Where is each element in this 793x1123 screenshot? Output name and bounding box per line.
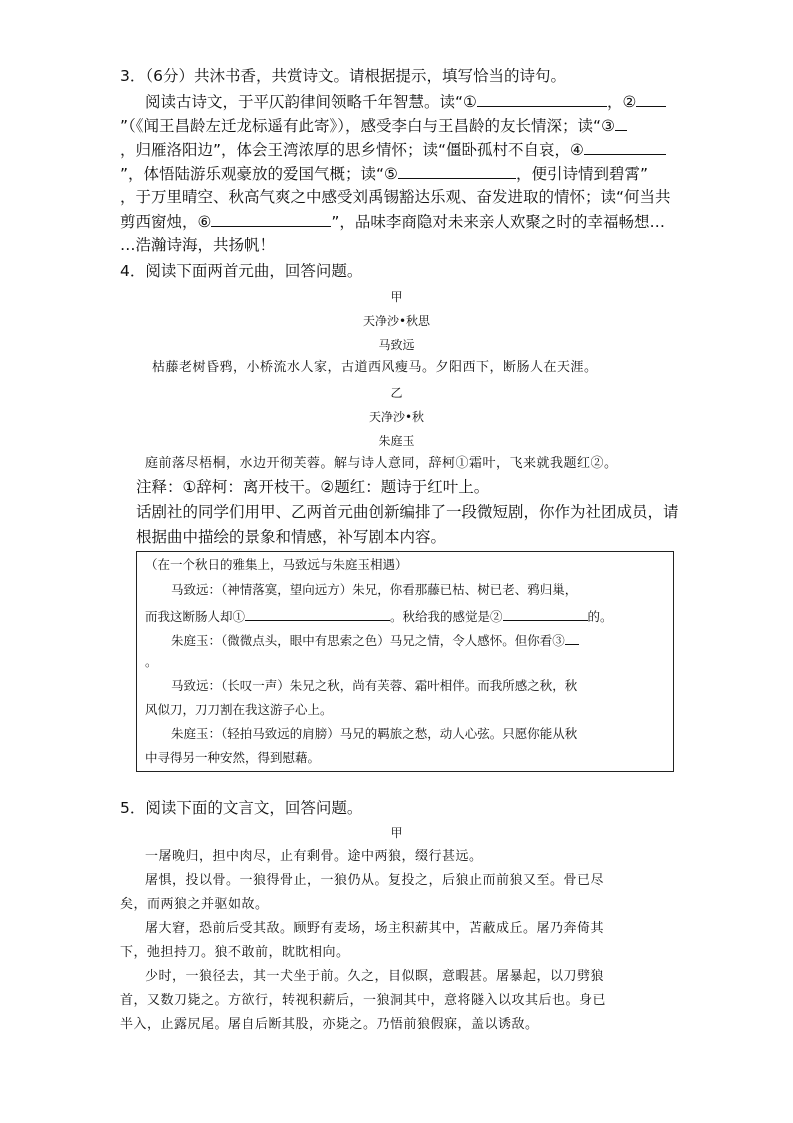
q3-line-7: …浩瀚诗海，共扬帆！ xyxy=(120,236,276,254)
q5-title: 5．阅读下面的文言文，回答问题。 xyxy=(120,799,363,817)
poem-jia-title: 天净沙•秋思 xyxy=(362,314,431,328)
poem-jia-text: 枯藤老树昏鸦，小桥流水人家，古道西风瘦马。夕阳西下，断肠人在天涯。 xyxy=(152,360,598,375)
q3-line-1: 阅读古诗文，于平仄韵律间领略千年智慧。读“① ，② xyxy=(145,90,666,113)
script-blank-3[interactable] xyxy=(565,628,579,645)
script-line-zhu-4: 中寻得另一种安然，得到慰藉。 xyxy=(145,750,321,765)
poem-note: 注释：①辞柯：离开枝干。②题红：题诗于红叶上。 xyxy=(136,478,490,496)
script-blank-2[interactable] xyxy=(503,604,588,621)
script-box xyxy=(136,551,674,772)
q3-line-6: 剪西窗烛，⑥ ”，品味李商隐对未来亲人欢聚之时的幸福畅想… xyxy=(120,210,665,233)
passage-p2b: 矣，而两狼之并驱如故。 xyxy=(120,897,269,912)
script-line-ma-3: 马致远：（长叹一声）朱兄之秋，尚有芙蓉、霜叶相伴。而我所感之秋，秋 xyxy=(171,678,578,693)
q4-prompt-2: 根据曲中描绘的景象和情感，补写剧本内容。 xyxy=(136,528,447,546)
passage-p3b: 下，弛担持刀。狼不敢前，眈眈相向。 xyxy=(120,945,350,960)
poem-jia-author: 马致远 xyxy=(378,338,415,352)
passage-p2a: 屠惧，投以骨。一狼得骨止，一狼仍从。复投之，后狼止而前狼又至。骨已尽 xyxy=(145,873,605,888)
poem-jia-label: 甲 xyxy=(390,290,403,304)
blank-4[interactable] xyxy=(584,138,666,155)
poem-yi-title: 天净沙•秋 xyxy=(368,410,425,424)
q4-title: 4．阅读下面两首元曲，回答问题。 xyxy=(120,262,363,280)
poem-yi-text: 庭前落尽梧桐，水边开彻芙蓉。解与诗人意同，辞柯①霜叶，飞来就我题红②。 xyxy=(145,456,618,471)
blank-5[interactable] xyxy=(398,162,516,179)
passage-p4b: 首，又数刀毙之。方欲行，转视积薪后，一狼洞其中，意将隧入以攻其后也。身已 xyxy=(120,993,607,1008)
q3-line-3: ，归雁洛阳边”，体会王湾浓厚的思乡情怀；读“僵卧孤村不自哀，④ xyxy=(120,138,666,161)
poem-yi-author: 朱庭玉 xyxy=(378,434,415,448)
script-line-ma-4: 风似刀，刀刀割在我这游子心上。 xyxy=(145,702,333,717)
q3-line-5: ，于万里晴空、秋高气爽之中感受刘禹锡豁达乐观、奋发进取的情怀；读“何当共 xyxy=(120,188,671,206)
q3-line-2: ”（《闻王昌龄左迁龙标遥有此寄》），感受李白与王昌龄的友长情深；读“③ xyxy=(120,114,627,137)
script-stage-direction: （在一个秋日的雅集上，马致远与朱庭玉相遇） xyxy=(145,557,408,572)
q3-title: 3．（6分）共沐书香，共赏诗文。请根据提示，填写恰当的诗句。 xyxy=(120,67,566,85)
blank-6[interactable] xyxy=(211,210,331,227)
passage-p4c: 半入，止露尻尾。屠自后断其股，亦毙之。乃悟前狼假寐，盖以诱敌。 xyxy=(120,1017,539,1032)
poem-yi-label: 乙 xyxy=(390,386,403,400)
passage-p4a: 少时，一狼径去，其一犬坐于前。久之，目似瞑，意暇甚。屠暴起，以刀劈狼 xyxy=(145,969,605,984)
script-line-ma-2: 而我这断肠人却① 。秋给我的感觉是② 的。 xyxy=(145,604,613,627)
script-blank-1[interactable] xyxy=(245,604,390,621)
script-line-ma-1: 马致远：（神情落寞，望向远方）朱兄，你看那藤已枯、树已老、鸦归巢， xyxy=(171,582,578,597)
passage-p1: 一屠晚归，担中肉尽，止有剩骨。途中两狼，缀行甚远。 xyxy=(145,849,483,864)
script-line-zhu-3: 朱庭玉：（轻拍马致远的肩膀）马兄的羁旅之愁，动人心弦。只愿你能从秋 xyxy=(171,726,578,741)
passage-jia-label: 甲 xyxy=(390,826,403,840)
q4-prompt-1: 话剧社的同学们用甲、乙两首元曲创新编排了一段微短剧，你作为社团成员，请 xyxy=(136,503,679,521)
blank-2[interactable] xyxy=(636,90,666,107)
blank-1[interactable] xyxy=(477,90,607,107)
script-line-zhu-2: 。 xyxy=(145,654,158,669)
q3-line-4: ”，体悟陆游乐观豪放的爱国气概；读“⑤ ，便引诗情到碧霄” xyxy=(120,162,648,185)
blank-3[interactable] xyxy=(615,114,627,131)
passage-p3a: 屠大窘，恐前后受其敌。顾野有麦场，场主积薪其中，苫蔽成丘。屠乃奔倚其 xyxy=(145,921,605,936)
script-line-zhu-1: 朱庭玉：（微微点头，眼中有思索之色）马兄之情，令人感怀。但你看③ xyxy=(171,628,579,651)
